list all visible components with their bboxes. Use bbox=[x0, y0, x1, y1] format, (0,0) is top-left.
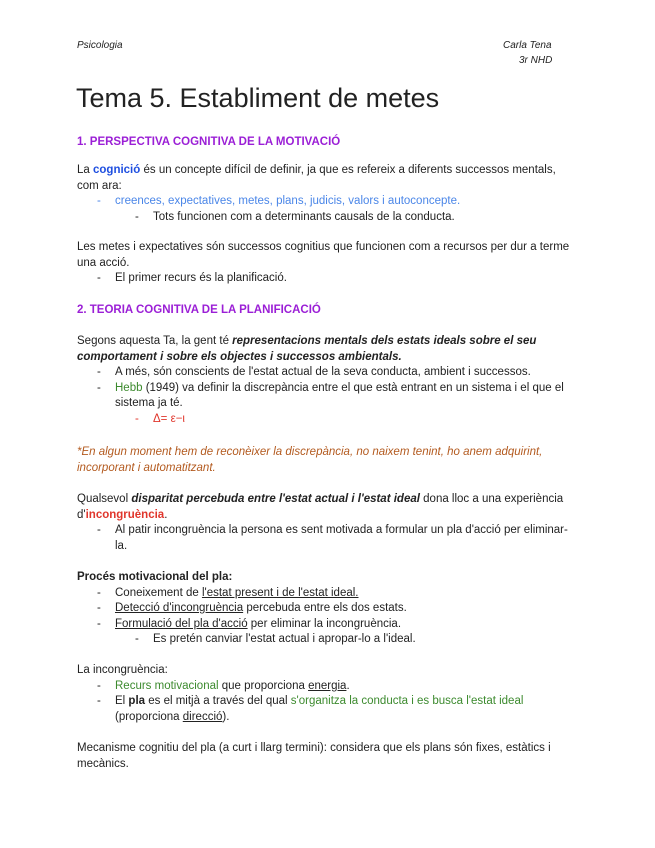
bold-text: pla bbox=[128, 695, 146, 707]
text-run: Coneixement de bbox=[115, 586, 202, 599]
list-subitem: - Es pretén canviar l'estat actual i apropar-lo a l'ideal. bbox=[77, 632, 577, 648]
list-item: - A més, són conscients de l'estat actual de la seva conducta, ambient i successos. bbox=[77, 365, 577, 381]
cognition-paragraph bbox=[77, 163, 577, 194]
list-item bbox=[77, 586, 577, 602]
text-run: es el mitjà a través del qual bbox=[145, 695, 291, 707]
mechanism-paragraph: Mecanisme cognitiu del pla (a curt i llarg termini): considera que els plans són fixes, estàtics i mecànics. bbox=[77, 742, 551, 770]
list-item bbox=[77, 694, 577, 725]
underlined-text: Detecció d'incongruència bbox=[115, 602, 244, 614]
incongruence-heading: La incongruència: bbox=[77, 664, 168, 676]
hebb-name: Hebb bbox=[115, 381, 143, 394]
text-run: El bbox=[115, 695, 129, 707]
section-1-intro bbox=[77, 163, 577, 225]
header-author-block bbox=[503, 38, 552, 68]
section-1-heading: 1. PERSPECTIVA COGNITIVA DE LA MOTIVACIÓ bbox=[77, 136, 341, 148]
text-run: ). bbox=[222, 710, 230, 723]
cognition-term: cognició bbox=[93, 164, 141, 176]
text-run: (proporciona bbox=[115, 710, 183, 723]
header-subject: Psicologia bbox=[77, 40, 123, 51]
text-run: Segons aquesta Ta, la gent té bbox=[77, 335, 233, 347]
process-heading: Procés motivacional del pla: bbox=[77, 571, 233, 583]
list-item bbox=[77, 679, 577, 695]
disparity-bold: disparitat percebuda entre l'estat actual i l'estat ideal bbox=[131, 493, 420, 505]
text-run: percebuda entre els dos estats. bbox=[243, 602, 407, 614]
note-paragraph: *En algun moment hem de reconèixer la discrepància, no naixem tenint, ho anem adquirint, incorporant i automatitzant. bbox=[77, 446, 543, 474]
text-run: per eliminar la incongruència. bbox=[247, 617, 402, 630]
incongruence-term: incongruència bbox=[85, 508, 165, 521]
disparity-paragraph bbox=[77, 492, 577, 523]
list-subitem: - Tots funcionen com a determinants causals de la conducta. bbox=[77, 210, 577, 226]
text-run: . bbox=[164, 508, 168, 521]
underlined-text: l'estat present i de l'estat ideal. bbox=[201, 586, 359, 599]
list-item: - creences, expectatives, metes, plans, judicis, valors i autoconcepte. bbox=[77, 194, 577, 210]
text-run: que proporciona bbox=[218, 679, 309, 692]
incongruence-section bbox=[77, 663, 577, 725]
text-run: Qualsevol bbox=[77, 493, 132, 505]
green-text: s'organitza la conducta i es busca l'estat ideal bbox=[290, 695, 524, 707]
formula-item: - Δ= ε−ι bbox=[77, 412, 577, 428]
text-run: . bbox=[346, 679, 350, 692]
representations-paragraph bbox=[77, 334, 577, 365]
list-item: - Al patir incongruència la persona es sent motivada a formular un pla d'acció per eliminar-la. bbox=[77, 523, 577, 554]
text-run: és un concepte difícil de definir, ja que es refereix a diferents successos mentals, com ara: bbox=[77, 164, 556, 192]
page-title: Tema 5. Establiment de metes bbox=[76, 83, 440, 113]
list-item bbox=[77, 601, 577, 617]
text-run: La bbox=[77, 164, 93, 176]
representations-bold: representacions mentals dels estats ideals sobre el seu comportament i sobre els objectes i successos ambientals. bbox=[77, 335, 537, 363]
list-item-hebb bbox=[77, 381, 577, 412]
list-item bbox=[77, 617, 577, 633]
list-item: - El primer recurs és la planificació. bbox=[77, 271, 577, 287]
underlined-text: direcció bbox=[182, 710, 223, 723]
section-2-intro bbox=[77, 334, 577, 427]
header-group: 3r NHD bbox=[519, 55, 553, 66]
underlined-text: Formulació del pla d'acció bbox=[115, 617, 248, 630]
header-author: Carla Tena bbox=[503, 40, 552, 51]
motivational-process bbox=[77, 570, 577, 648]
section-2-disparity bbox=[77, 492, 577, 554]
underlined-text: energia bbox=[308, 679, 347, 692]
section-1-goals bbox=[77, 240, 577, 287]
goals-paragraph: Les metes i expectatives són successos cognitius que funcionen com a recursos per dur a terme una acció. bbox=[77, 241, 570, 269]
section-2-heading: 2. TEORIA COGNITIVA DE LA PLANIFICACIÓ bbox=[77, 304, 321, 316]
text-run: (1949) va definir la discrepància entre el que està entrant en un sistema i el que el sistema ja té. bbox=[115, 381, 564, 409]
green-text: Recurs motivacional bbox=[115, 679, 219, 692]
text-run: dona lloc a una experiència d' bbox=[77, 493, 564, 521]
